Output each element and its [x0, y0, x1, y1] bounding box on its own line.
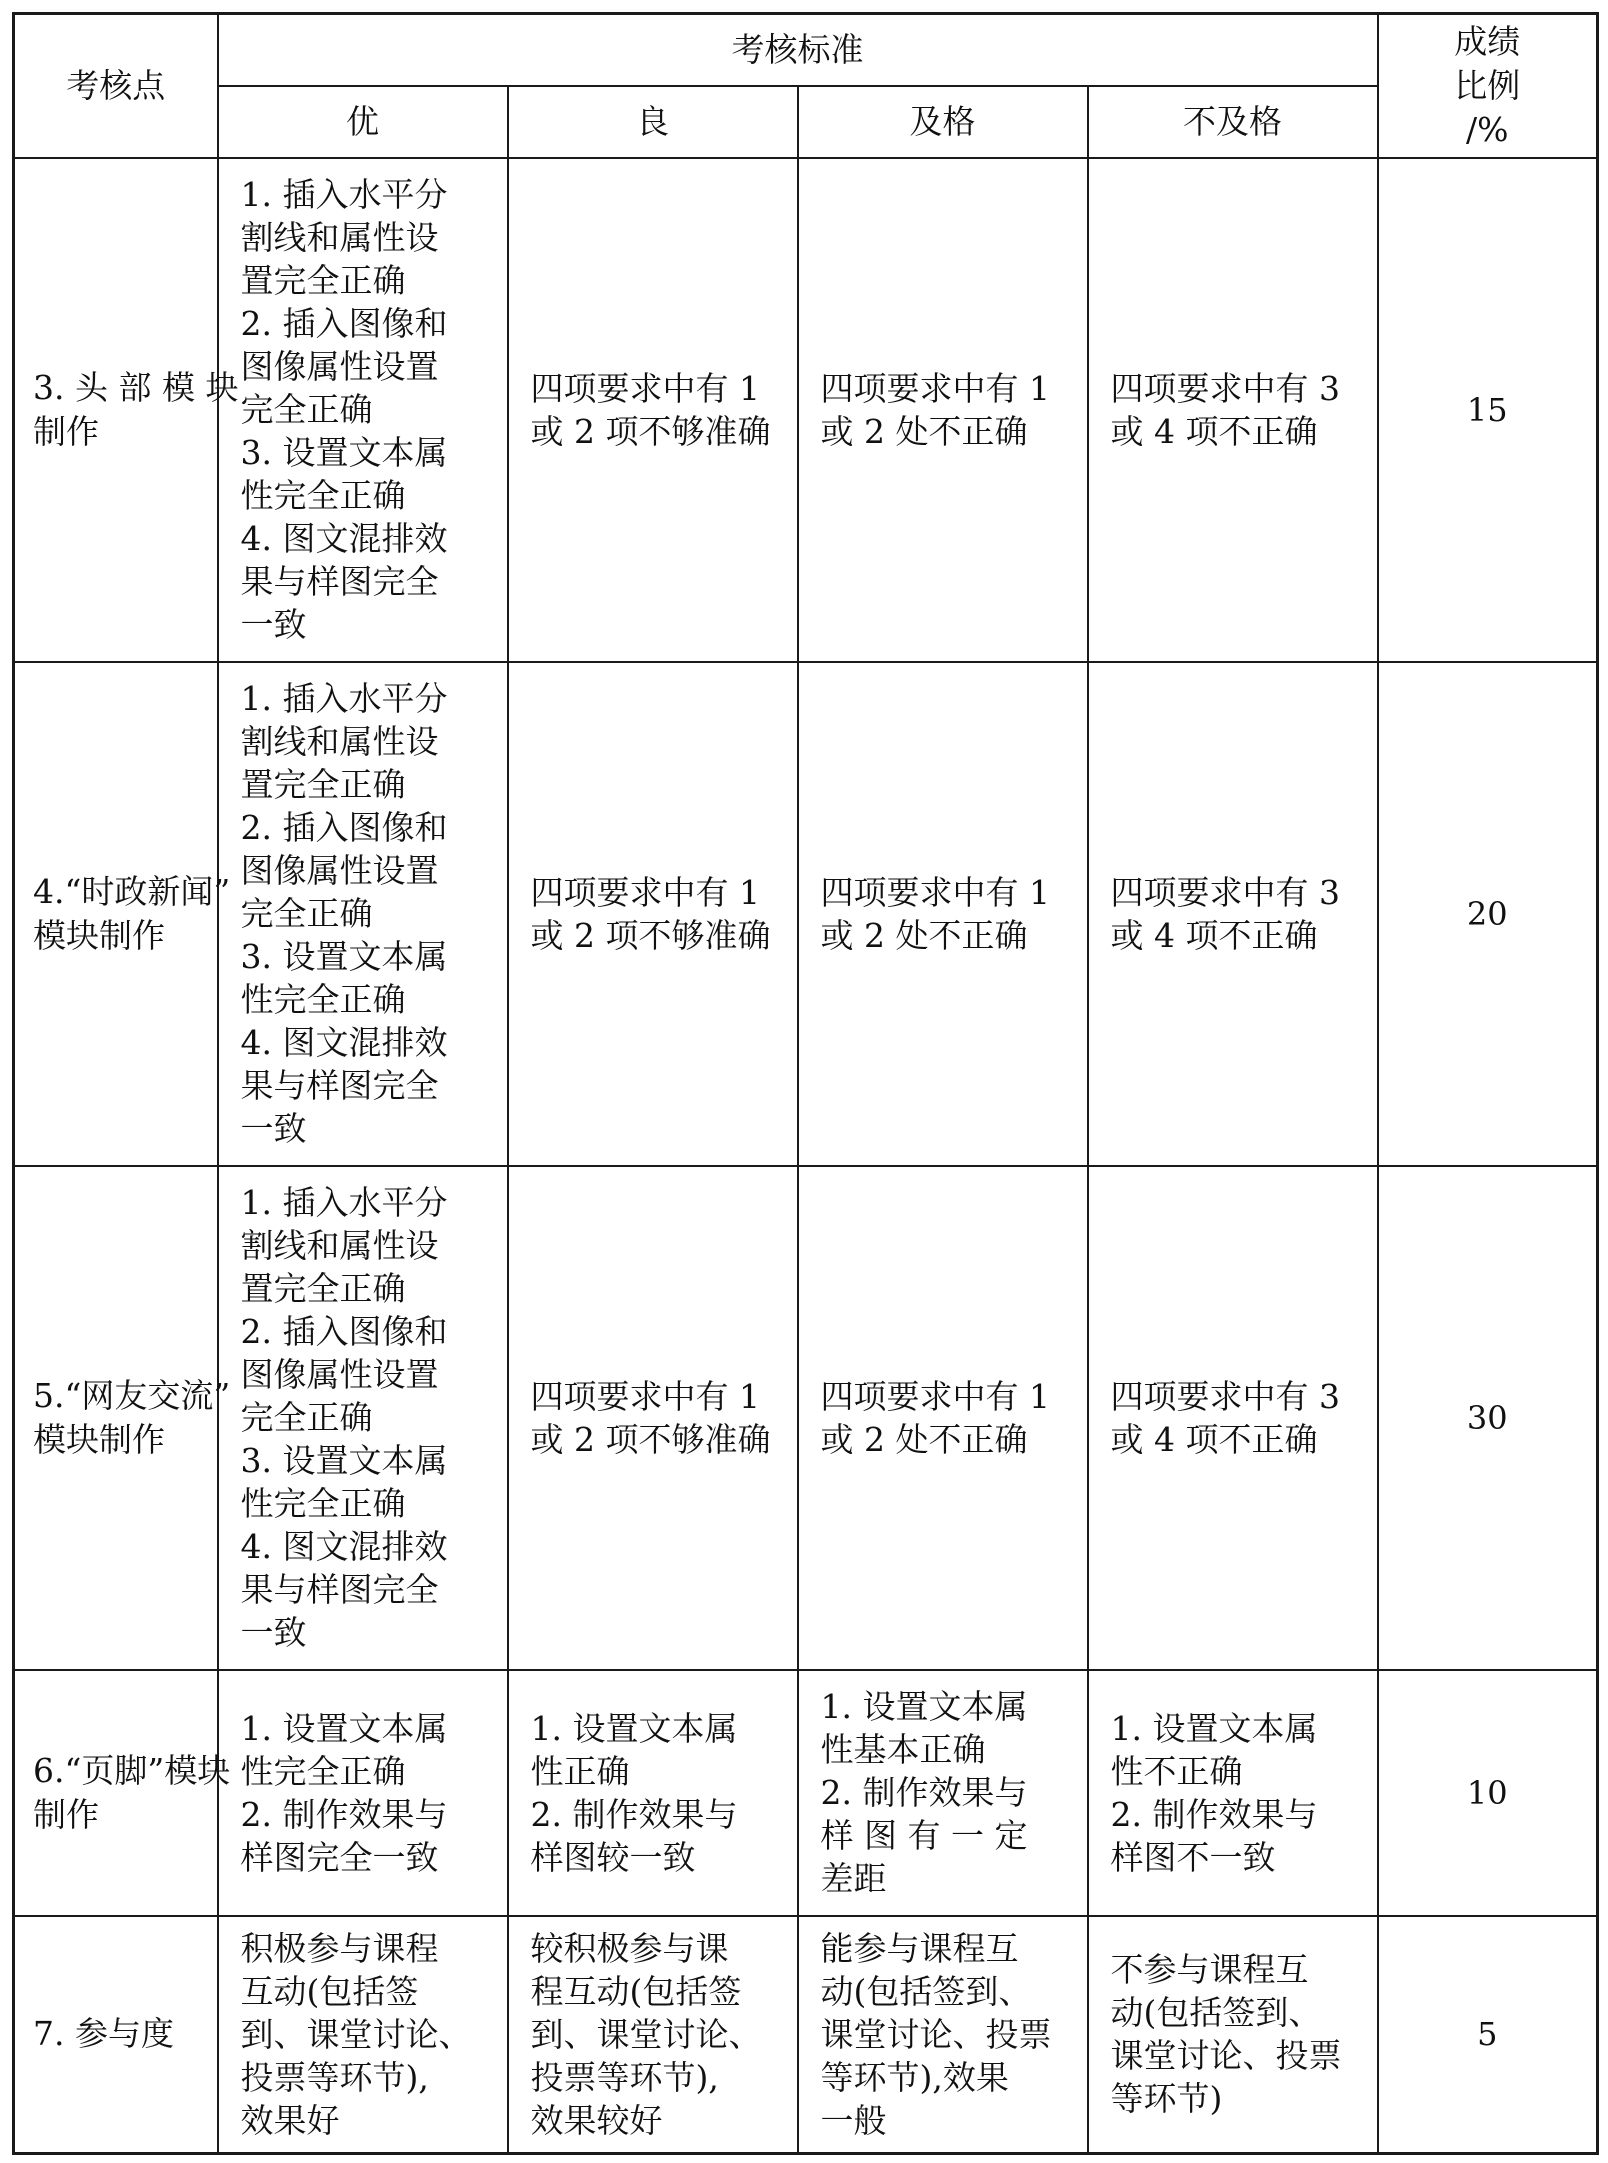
cell-line: 或 4 项不正确 — [1110, 915, 1318, 955]
assessment-table — [12, 12, 1599, 2155]
cell-excellent — [218, 158, 508, 662]
cell-ratio: 10 — [1378, 1670, 1598, 1916]
cell-line: 课堂讨论、投票 — [1110, 2036, 1342, 2076]
cell-line: 1. 插入水平分 — [240, 679, 448, 718]
cell-line: 2. 制作效果与 — [820, 1773, 1028, 1812]
header-ratio-line: 成绩 — [1454, 21, 1521, 61]
cell-good — [508, 1166, 798, 1670]
cell-line: 样 图 有 一 定 — [820, 1816, 1028, 1855]
cell-line: 完全正确 — [240, 894, 373, 933]
cell-line: 图像属性设置 — [240, 1355, 439, 1394]
cell-line: 一致 — [240, 1109, 307, 1148]
cell-line: 1. 设置文本属 — [530, 1708, 738, 1748]
cell-line: 1. 插入水平分 — [240, 1183, 448, 1222]
cell-line: 2. 制作效果与 — [1110, 1794, 1318, 1834]
cell-line: 性完全正确 — [240, 1751, 406, 1791]
header-level-excellent: 优 — [218, 86, 508, 158]
cell-pass — [798, 662, 1088, 1166]
cell-line: 差距 — [820, 1859, 887, 1898]
row-point — [14, 662, 231, 1166]
cell-line: 四项要求中有 1 — [820, 872, 1050, 912]
cell-pass — [798, 1916, 1088, 2154]
cell-line: 四项要求中有 3 — [1110, 872, 1340, 912]
table-row — [14, 1670, 1598, 1916]
cell-good — [508, 662, 798, 1166]
cell-line: 果与样图完全 — [240, 1066, 439, 1105]
cell-line: 四项要求中有 1 — [820, 1376, 1050, 1416]
point-line: 模块制作 — [33, 1419, 165, 1459]
cell-line: 积极参与课程 — [240, 1928, 439, 1968]
cell-good — [508, 158, 798, 662]
cell-pass — [798, 158, 1088, 662]
point-line: 制作 — [33, 411, 99, 451]
cell-line: 1. 设置文本属 — [820, 1687, 1028, 1726]
cell-ratio: 30 — [1378, 1166, 1598, 1670]
point-line: 制作 — [33, 1794, 99, 1834]
cell-line: 2. 制作效果与 — [530, 1794, 738, 1834]
cell-line: 样图较一致 — [530, 1837, 696, 1877]
row-point — [14, 1916, 218, 2154]
cell-line: 动(包括签到、 — [1110, 1993, 1322, 2033]
cell-line: 一般 — [820, 2100, 887, 2140]
cell-line: 4. 图文混排效 — [240, 1023, 448, 1062]
cell-line: 性基本正确 — [820, 1730, 986, 1769]
cell-line: 2. 插入图像和 — [240, 304, 448, 343]
cell-line: 或 4 项不正确 — [1110, 1419, 1318, 1459]
cell-line: 程互动(包括签 — [530, 1971, 742, 2011]
cell-line: 较积极参与课 — [530, 1928, 729, 1968]
cell-line: 3. 设置文本属 — [240, 937, 448, 976]
cell-line: 等环节),效果 — [820, 2057, 1009, 2097]
cell-line: 到、课堂讨论、 — [240, 2014, 472, 2054]
point-line: 6.“页脚”模块 — [33, 1750, 231, 1790]
cell-good — [508, 1670, 798, 1916]
cell-line: 4. 图文混排效 — [240, 1527, 448, 1566]
header-point: 考核点 — [14, 14, 218, 158]
cell-excellent — [218, 662, 508, 1166]
cell-line: 性不正确 — [1110, 1751, 1243, 1791]
cell-ratio: 20 — [1378, 662, 1598, 1166]
cell-fail — [1088, 662, 1378, 1166]
cell-line: 或 2 处不正确 — [820, 1419, 1028, 1459]
cell-line: 四项要求中有 3 — [1110, 1376, 1340, 1416]
cell-line: 2. 插入图像和 — [240, 1312, 448, 1351]
cell-line: 四项要求中有 1 — [530, 872, 760, 912]
cell-line: 或 2 项不够准确 — [530, 411, 771, 451]
cell-line: 投票等环节), — [240, 2057, 429, 2097]
cell-excellent — [218, 1166, 508, 1670]
cell-line: 图像属性设置 — [240, 347, 439, 386]
cell-line: 置完全正确 — [240, 765, 406, 804]
header-level-pass: 及格 — [798, 86, 1088, 158]
cell-line: 一致 — [240, 1613, 307, 1652]
cell-line: 2. 制作效果与 — [240, 1794, 448, 1834]
cell-line: 性完全正确 — [240, 1484, 406, 1523]
header-ratio-line: 比例 — [1454, 65, 1521, 105]
cell-line: 性完全正确 — [240, 980, 406, 1019]
cell-line: 性完全正确 — [240, 476, 406, 515]
cell-line: 课堂讨论、投票 — [820, 2014, 1052, 2054]
cell-line: 效果较好 — [530, 2100, 663, 2140]
cell-line: 完全正确 — [240, 1398, 373, 1437]
cell-line: 果与样图完全 — [240, 1570, 439, 1609]
header-ratio-line: /% — [1466, 109, 1509, 149]
header-level-fail: 不及格 — [1088, 86, 1378, 158]
point-line: 5.“网友交流” — [33, 1375, 231, 1415]
cell-fail — [1088, 1916, 1378, 2154]
point-line: 3. 头 部 模 块 — [33, 367, 239, 407]
cell-line: 1. 插入水平分 — [240, 175, 448, 214]
cell-ratio: 5 — [1378, 1916, 1598, 2154]
header-standard: 考核标准 — [218, 14, 1378, 86]
cell-line: 四项要求中有 1 — [820, 368, 1050, 408]
cell-line: 割线和属性设 — [240, 218, 439, 257]
cell-line: 效果好 — [240, 2100, 340, 2140]
cell-line: 割线和属性设 — [240, 1226, 439, 1265]
cell-line: 等环节) — [1110, 2079, 1223, 2119]
cell-ratio: 15 — [1378, 158, 1598, 662]
cell-line: 样图完全一致 — [240, 1837, 439, 1877]
cell-line: 4. 图文混排效 — [240, 519, 448, 558]
header-ratio — [1378, 14, 1598, 158]
row-point — [14, 1166, 231, 1670]
cell-line: 动(包括签到、 — [820, 1971, 1032, 2011]
cell-line: 不参与课程互 — [1110, 1950, 1309, 1990]
point-line: 7. 参与度 — [33, 2014, 174, 2054]
cell-line: 四项要求中有 1 — [530, 1376, 760, 1416]
cell-line: 1. 设置文本属 — [240, 1708, 448, 1748]
cell-line: 2. 插入图像和 — [240, 808, 448, 847]
cell-good — [508, 1916, 798, 2154]
cell-line: 3. 设置文本属 — [240, 433, 448, 472]
cell-fail — [1088, 1166, 1378, 1670]
table-row — [14, 662, 1598, 1166]
cell-line: 四项要求中有 3 — [1110, 368, 1340, 408]
cell-line: 置完全正确 — [240, 1269, 406, 1308]
cell-line: 割线和属性设 — [240, 722, 439, 761]
cell-fail — [1088, 1670, 1378, 1916]
table-row — [14, 158, 1598, 662]
cell-line: 图像属性设置 — [240, 851, 439, 890]
point-line: 模块制作 — [33, 915, 165, 955]
cell-fail — [1088, 158, 1378, 662]
row-point — [14, 1670, 231, 1916]
cell-line: 能参与课程互 — [820, 1928, 1019, 1968]
cell-line: 性正确 — [530, 1751, 630, 1791]
cell-line: 四项要求中有 1 — [530, 368, 760, 408]
cell-line: 到、课堂讨论、 — [530, 2014, 762, 2054]
table-row — [14, 1166, 1598, 1670]
cell-line: 投票等环节), — [530, 2057, 719, 2097]
cell-line: 或 2 项不够准确 — [530, 915, 771, 955]
cell-line: 一致 — [240, 605, 307, 644]
row-point — [14, 158, 239, 662]
cell-pass — [798, 1166, 1088, 1670]
cell-line: 或 2 处不正确 — [820, 915, 1028, 955]
cell-line: 3. 设置文本属 — [240, 1441, 448, 1480]
table-row — [14, 1916, 1598, 2154]
header-level-good: 良 — [508, 86, 798, 158]
cell-line: 1. 设置文本属 — [1110, 1708, 1318, 1748]
cell-line: 互动(包括签 — [240, 1971, 419, 2011]
cell-line: 或 2 处不正确 — [820, 411, 1028, 451]
point-line: 4.“时政新闻” — [33, 871, 231, 911]
cell-line: 或 2 项不够准确 — [530, 1419, 771, 1459]
cell-line: 置完全正确 — [240, 261, 406, 300]
cell-line: 或 4 项不正确 — [1110, 411, 1318, 451]
cell-excellent — [218, 1670, 508, 1916]
cell-excellent — [218, 1916, 508, 2154]
cell-pass — [798, 1670, 1088, 1916]
cell-line: 果与样图完全 — [240, 562, 439, 601]
cell-line: 样图不一致 — [1110, 1837, 1276, 1877]
cell-line: 完全正确 — [240, 390, 373, 429]
